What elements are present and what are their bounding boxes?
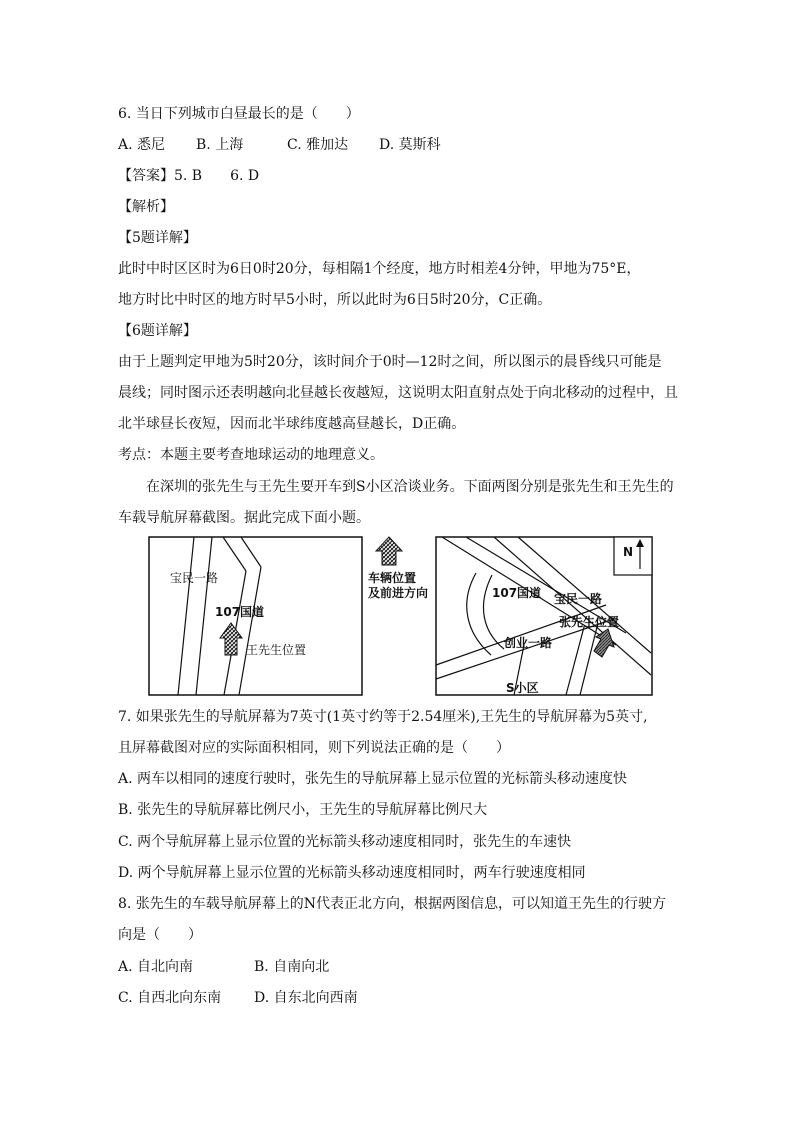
north-label: N <box>623 545 634 559</box>
q8-option-c: C. 自西北向东南 <box>118 990 222 1006</box>
q7-option-d: D. 两个导航屏幕上显示位置的光标箭头移动速度相同时，两车行驶速度相同 <box>118 865 586 881</box>
q5-explanation-line-2: 地方时比中时区的地方时早5小时，所以此时为6日5时20分，C正确。 <box>118 292 552 308</box>
wang-position-label: 王先生位置 <box>246 643 307 657</box>
q8-option-d: D. 自东北向西南 <box>254 990 358 1006</box>
legend <box>368 537 428 600</box>
q7-stem-line-1: 7. 如果张先生的导航屏幕为7英寸(1英寸约等于2.54厘米),王先生的导航屏幕为5英寸, <box>118 709 648 725</box>
q8-option-a: A. 自北向南 <box>118 959 194 975</box>
q6-options <box>118 136 441 154</box>
q6-option-d: D. 莫斯科 <box>379 137 441 153</box>
q6-explanation-line-1: 由于上题判定甲地为5时20分，该时间介于0时—12时之间，所以图示的晨昏线只可能是 <box>118 354 662 370</box>
answer-line: 【答案】5. B 6. D <box>118 168 260 184</box>
q5-explanation-line-1: 此时中时区区时为6日0时20分，每相隔1个经度，地方时相差4分钟，甲地为75°E， <box>118 261 641 277</box>
legend-car-arrow-icon <box>376 537 402 565</box>
q6-explanation-line-3: 北半球昼长夜短，因而北半球纬度越高昼越长，D正确。 <box>118 416 466 432</box>
analysis-heading: 【解析】 <box>118 199 174 215</box>
right-road-baomin-label: 宝民一路 <box>554 592 603 606</box>
q8-option-b: B. 自南向北 <box>254 959 330 975</box>
legend-line-1: 车辆位置 <box>368 571 417 585</box>
q8-options-row-1 <box>118 958 329 976</box>
q6-option-a: A. 悉尼 <box>118 137 166 153</box>
q6-heading: 【6题详解】 <box>118 323 197 339</box>
destination-label: S小区 <box>506 681 539 695</box>
left-road-107-label: 107国道 <box>215 605 265 619</box>
right-road-chuangye-label: 创业一路 <box>504 636 553 650</box>
q5-heading: 【5题详解】 <box>118 230 197 246</box>
q6-stem: 6. 当日下列城市白昼最长的是（ ） <box>118 106 360 122</box>
navigation-figure <box>146 535 656 697</box>
q7-option-a: A. 两车以相同的速度行驶时，张先生的导航屏幕上显示位置的光标箭头移动速度快 <box>118 771 628 787</box>
q8-stem-line-1: 8. 张先生的车载导航屏幕上的N代表正北方向，根据两图信息，可以知道王先生的行驶方 <box>118 896 667 912</box>
q6-explanation-line-2: 晨线；同时图示还表明越向北昼越长夜越短，这说明太阳直射点处于向北移动的过程中，且 <box>118 385 678 401</box>
right-map <box>436 537 652 695</box>
q7-option-c: C. 两个导航屏幕上显示位置的光标箭头移动速度相同时，张先生的车速快 <box>118 834 572 850</box>
q6-option-c: C. 雅加达 <box>287 137 349 153</box>
left-road-baomin-label: 宝民一路 <box>170 571 219 585</box>
q6-option-b: B. 上海 <box>196 137 244 153</box>
q8-stem-line-2: 向是（ ） <box>118 927 202 943</box>
intro-line-2: 车载导航屏幕截图。据此完成下面小题。 <box>118 510 370 526</box>
q8-options-row-2 <box>118 989 358 1007</box>
intro-line-1: 在深圳的张先生与王先生要开车到S小区洽谈业务。下面两图分别是张先生和王先生的 <box>146 479 674 495</box>
left-map <box>149 537 362 695</box>
q7-option-b: B. 张先生的导航屏幕比例尺小，王先生的导航屏幕比例尺大 <box>118 802 488 818</box>
q7-stem-line-2: 且屏幕截图对应的实际面积相同，则下列说法正确的是（ ） <box>118 740 510 756</box>
zhang-position-label: 张先生位置 <box>559 615 620 629</box>
kaodian-line: 考点：本题主要考查地球运动的地理意义。 <box>118 447 384 463</box>
legend-line-2: 及前进方向 <box>368 586 429 600</box>
right-road-107-label: 107国道 <box>492 586 542 600</box>
